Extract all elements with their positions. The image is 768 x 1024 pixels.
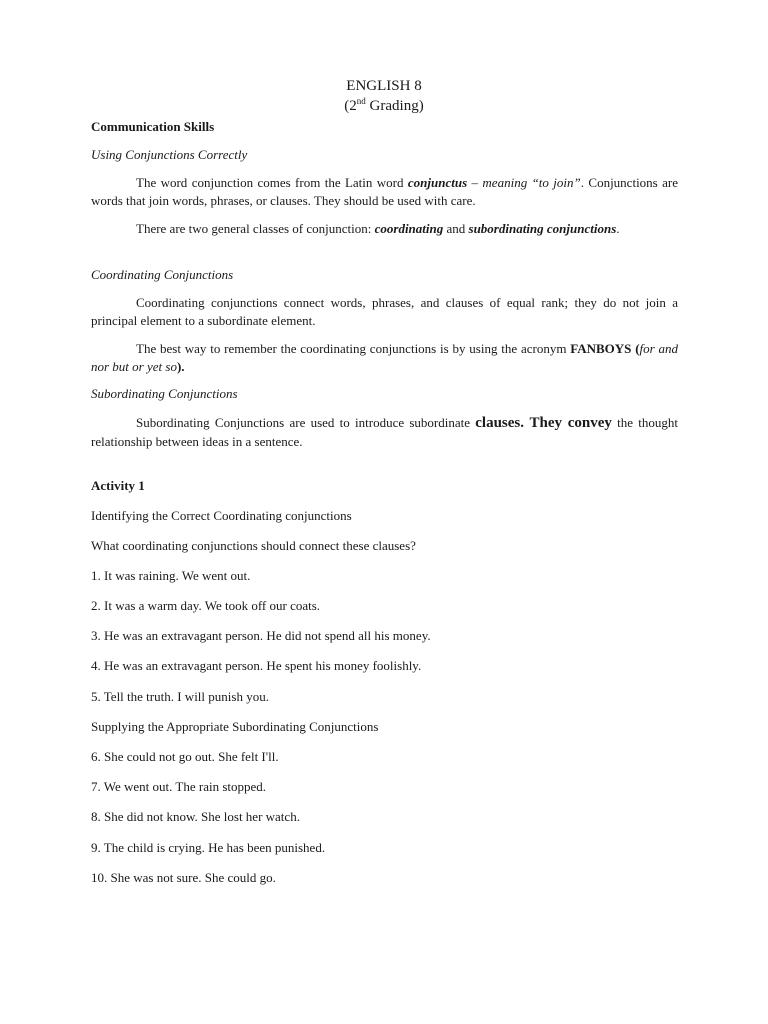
subtitle-close: Grading) <box>365 98 424 114</box>
activity-title: Activity 1 <box>91 478 145 493</box>
classes-end: . <box>616 221 620 236</box>
exercise-item: 6. She could not go out. She felt I'll. <box>91 749 279 764</box>
fanboys-expansion: for and nor but or yet so <box>91 341 679 374</box>
activity-part2-title: Supplying the Appropriate Subordinating Conjunctions <box>91 719 379 734</box>
subordinating-heading: Subordinating Conjunctions <box>91 386 238 401</box>
exercise-item: 9. The child is crying. He has been punished. <box>91 840 326 855</box>
exercise-item: 3. He was an extravagant person. He did not spend all his money. <box>91 628 431 643</box>
fanboys-paragraph <box>91 340 678 375</box>
coordinating-paragraph <box>91 294 678 329</box>
classes-and: and <box>443 221 469 236</box>
intro-paragraph <box>91 174 678 209</box>
subordinating-paragraph <box>91 414 678 450</box>
intro-text-a: The word conjunction comes from the Latin word <box>136 175 408 190</box>
intro-text-b: . Conjunctions are words that join words, phrases, or clauses. They should be used with care. <box>91 175 678 208</box>
exercise-item: 4. He was an extravagant person. He spent his money foolishly. <box>91 658 422 673</box>
activity-question: What coordinating conjunctions should connect these clauses? <box>91 538 416 553</box>
exercise-item: 10. She was not sure. She could go. <box>91 870 276 885</box>
document-title: ENGLISH 8 <box>346 78 422 94</box>
coordinating-text: Coordinating conjunctions connect words, phrases, and clauses of equal rank; they do not join a principal element to a subordinate element. <box>91 295 678 328</box>
classes-paragraph <box>91 220 678 238</box>
intro-dash: – <box>467 175 483 190</box>
fanboys-end: ). <box>176 358 185 374</box>
exercise-item: 8. She did not know. She lost her watch. <box>91 809 300 824</box>
section-topic: Using Conjunctions Correctly <box>91 147 248 162</box>
fanboys-acronym: FANBOYS ( <box>570 341 640 356</box>
subtitle-superscript: nd <box>356 96 366 106</box>
coordinating-heading: Coordinating Conjunctions <box>91 267 234 282</box>
fanboys-text-a: The best way to remember the coordinating conjunctions is by using the acronym <box>136 341 571 356</box>
section-heading: Communication Skills <box>91 119 215 134</box>
subordinating-text-a: Subordinating Conjunctions are used to introduce subordinate <box>136 415 476 430</box>
activity-part1-title: Identifying the Correct Coordinating conjunctions <box>91 508 352 523</box>
classes-text-a: There are two general classes of conjunction: <box>136 221 375 236</box>
term-meaning: meaning “to join” <box>482 175 581 190</box>
exercise-item: 2. It was a warm day. We took off our coats. <box>91 598 321 613</box>
document-subtitle <box>0 98 768 115</box>
coordinating-term: coordinating <box>374 221 444 236</box>
exercise-item: 5. Tell the truth. I will punish you. <box>91 689 269 704</box>
exercise-item: 7. We went out. The rain stopped. <box>91 779 267 794</box>
subtitle-open: (2 <box>344 98 357 114</box>
subordinating-emphasis: clauses. They convey <box>475 415 612 431</box>
exercise-item: 1. It was raining. We went out. <box>91 568 251 583</box>
subordinating-text-b: the thought relationship between ideas in a sentence. <box>91 415 678 449</box>
latin-term: conjunctus <box>407 175 468 190</box>
subordinating-term: subordinating conjunctions <box>468 221 617 236</box>
